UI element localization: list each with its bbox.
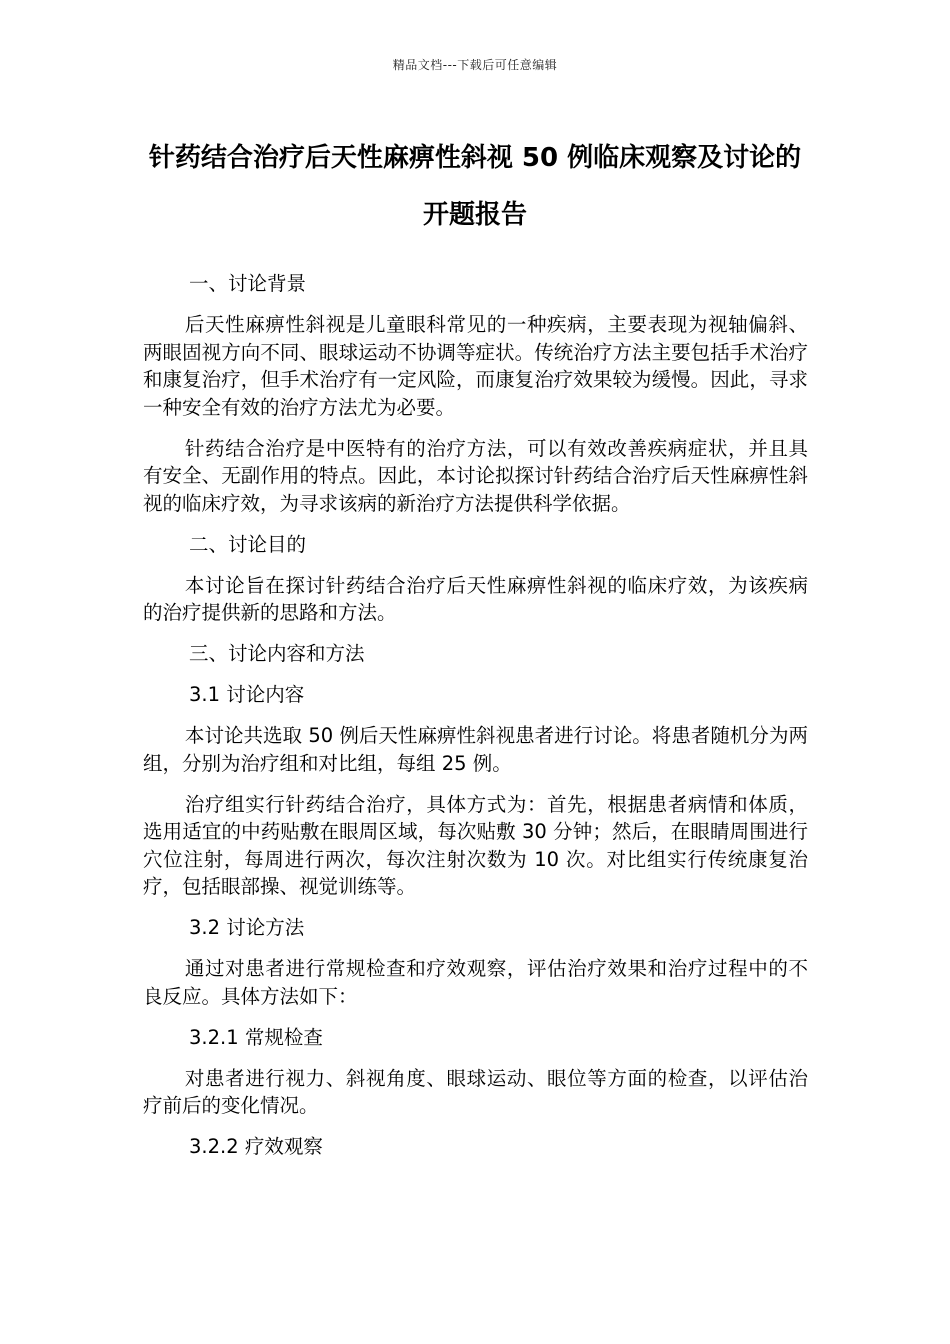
subsection-heading-routine-exam: 3.2.1 常规检查: [189, 1025, 323, 1049]
paragraph-method: 通过对患者进行常规检查和疗效观察，评估治疗效果和治疗过程中的不良反应。具体方法如下：: [143, 957, 808, 1008]
subsection-heading-efficacy: 3.2.2 疗效观察: [189, 1135, 323, 1158]
subsection-heading-method: 3.2 讨论方法: [189, 916, 305, 939]
document-body: [143, 270, 808, 1161]
paragraph-routine-exam: 对患者进行视力、斜视角度、眼球运动、眼位等方面的检查，以评估治疗前后的变化情况。: [143, 1066, 808, 1117]
paragraph-content-1: 本讨论共选取 50 例后天性麻痹性斜视患者进行讨论。将患者随机分为两组，分别为治疗组和对比组，每组 25 例。: [143, 724, 808, 775]
section-heading-content-method: 三、讨论内容和方法: [189, 642, 365, 665]
section-heading-purpose: 二、讨论目的: [189, 532, 307, 556]
paragraph-background-1: 后天性麻痹性斜视是儿童眼科常见的一种疾病，主要表现为视轴偏斜、两眼固视方向不同、眼球运动不协调等症状。传统治疗方法主要包括手术治疗和康复治疗，但手术治疗有一定风险，而康复治疗效果较为缓慢。因此，寻求一种安全有效的治疗方法尤为必要。: [143, 313, 808, 419]
paragraph-content-2: 治疗组实行针药结合治疗，具体方式为：首先，根据患者病情和体质，选用适宜的中药贴敷在眼周区域，每次贴敷 30 分钟；然后，在眼睛周围进行穴位注射，每周进行两次，每次注射次数为 10 次。对比组实行传统康复治疗，包括眼部操、视觉训练等。: [143, 792, 808, 898]
paragraph-purpose: 本讨论旨在探讨针药结合治疗后天性麻痹性斜视的临床疗效，为该疾病的治疗提供新的思路和方法。: [143, 573, 808, 624]
section-heading-background: 一、讨论背景: [189, 272, 307, 295]
paragraph-background-2: 针药结合治疗是中医特有的治疗方法，可以有效改善疾病症状，并且具有安全、无副作用的特点。因此，本讨论拟探讨针药结合治疗后天性麻痹性斜视的临床疗效，为寻求该病的新治疗方法提供科学依据。: [143, 436, 808, 515]
page-header-note: 精品文档---下载后可任意编辑: [392, 58, 558, 72]
document-title: 针药结合治疗后天性麻痹性斜视 50 例临床观察及讨论的开题报告: [148, 143, 802, 230]
subsection-heading-content: 3.1 讨论内容: [189, 683, 305, 706]
